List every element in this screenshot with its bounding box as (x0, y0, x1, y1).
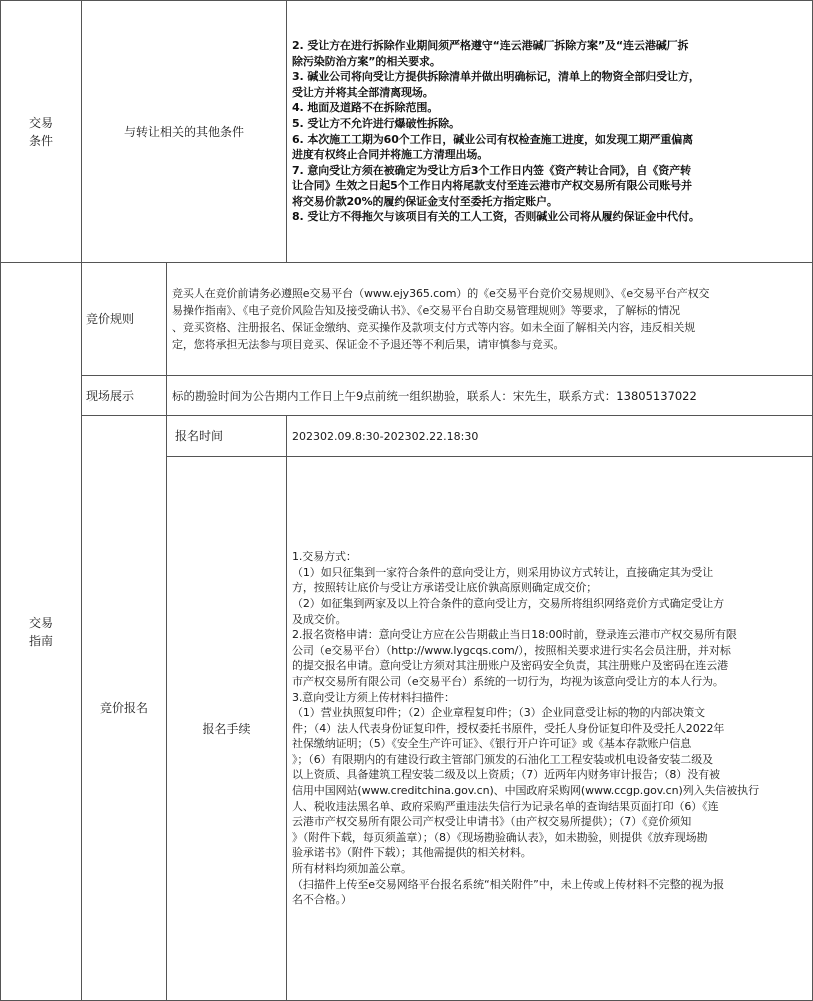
registration-procedure-content (286, 456, 813, 1001)
procedure-line: 方，按照转让底价与受让方承诺受让底价孰高原则确定成交价； (292, 581, 598, 595)
site-display-label (81, 375, 167, 416)
condition-line: 除污染防治方案”的相关要求。 (292, 54, 441, 68)
procedure-line: 人、税收违法黑名单、政府采购严重违法失信行为记录名单的查询结果页面打印（6）《连 (292, 799, 719, 813)
registration-time-content (286, 415, 813, 457)
procedure-line: （1）营业执照复印件；（2）企业章程复印件；（3）企业同意受让标的物的内部决策文 (292, 706, 705, 720)
procedure-line: 》；（6）有限期内的有建设行政主管部门颁发的石油化工工程安装或机电设备安装二级及 (292, 752, 713, 766)
condition-line: 受让方并将其全部清离现场。 (292, 85, 434, 99)
bidding-rules-line: 易操作指南》、《电子竞价风险告知及接受确认书》、《e交易平台自助交易管理规则》等要求，了解标的情况 (172, 304, 680, 317)
procedure-line: 1.交易方式： (292, 550, 357, 564)
procedure-line: 件；（4）法人代表身份证复印件，授权委托书原件，受托人身份证复印件及受托人2022年 (292, 721, 725, 735)
procedure-line: 社保缴纳证明；（5）《安全生产许可证》、《银行开户许可证》或《基本存款账户信息 (292, 737, 692, 751)
procedure-line: （扫描件上传至e交易网络平台报名系统“相关附件”中，未上传或上传材料不完整的视为报 (292, 877, 725, 891)
conditions-section-label (0, 0, 82, 263)
bidding-rules-lines (167, 285, 712, 353)
procedure-line: 市产权交易所有限公司（e交易平台）系统的一切行为，均视为该意向受让方的本人行为。 (292, 674, 724, 688)
conditions-section-label-line-2: 条件 (28, 133, 53, 148)
procedure-line: 所有材料均须加盖公章。 (292, 862, 412, 876)
condition-line: 让合同》生效之日起5个工作日内将尾款支付至连云港市产权交易所有限公司账号并 (292, 179, 692, 193)
procedure-line: （1）如只征集到一家符合条件的意向受让方，则采用协议方式转让，直接确定其为受让 (292, 565, 714, 579)
bid-registration-label (81, 415, 167, 1001)
bidding-rules-content (166, 262, 813, 376)
other-conditions-lines (287, 38, 703, 225)
procedure-line: 公司（e交易平台）（http://www.lygcqs.com/），按照相关要求进行实名会员注册，并对标 (292, 643, 731, 657)
condition-line: 将交易价款20%的履约保证金支付至委托方指定账户。 (292, 194, 558, 208)
procedure-line: 及成交价。 (292, 612, 347, 626)
other-conditions-label-text: 与转让相关的其他条件 (123, 124, 244, 139)
condition-line: 2. 受让方在进行拆除作业期间须严格遵守“连云港碱厂拆除方案”及“连云港碱厂拆 (292, 38, 689, 52)
site-display-content (166, 375, 813, 416)
condition-line: 3. 碱业公司将向受让方提供拆除清单并做出明确标记，清单上的物资全部归受让方， (292, 70, 700, 84)
registration-time-value: 202302.09.8:30-202302.22.18:30 (292, 429, 479, 443)
bidding-rules-line: 定，您将承担无法参与项目竞买、保证金不予退还等不利后果，请审慎参与竞买。 (172, 338, 565, 351)
bidding-rules-label (81, 262, 167, 376)
site-display-label-text: 现场展示 (86, 388, 135, 403)
condition-line: 4. 地面及道路不在拆除范围。 (292, 101, 439, 115)
site-display-text: 标的勘验时间为公告期内工作日上午9点前统一组织勘验，联系人：宋先生，联系方式：13805137022 (172, 388, 697, 403)
condition-line: 6. 本次施工工期为60个工作日，碱业公司有权检查施工进度，如发现工期严重偏离 (292, 132, 694, 146)
registration-procedure-lines (287, 549, 762, 908)
condition-line: 7. 意向受让方须在被确定为受让方后3个工作日内签《资产转让合同》，自《资产转 (292, 163, 691, 177)
registration-time-label-text: 报名时间 (175, 429, 224, 443)
other-conditions-label (81, 0, 287, 263)
registration-procedure-label-text: 报名手续 (202, 721, 251, 736)
conditions-section-label-line-1: 交易 (28, 115, 53, 130)
guide-section-label-line-2: 指南 (28, 633, 53, 648)
bidding-rules-line: 竞买人在竞价前请务必遵照e交易平台（www.ejy365.com）的《e交易平台竞价交易规则》、《e交易平台产权交 (172, 287, 710, 300)
condition-line: 8. 受让方不得拖欠与该项目有关的工人工资，否则碱业公司将从履约保证金中代付。 (292, 210, 700, 224)
bidding-rules-line: 、竞买资格、注册报名、保证金缴纳、竞买操作及款项支付方式等内容。如未全面了解相关内容，违反相关规 (172, 321, 696, 334)
procedure-line: 的提交报名申请。意向受让方须对其注册账户及密码安全负责，其注册账户及密码在连云港 (292, 659, 728, 673)
registration-procedure-label (166, 456, 287, 1001)
procedure-line: （2）如征集到两家及以上符合条件的意向受让方，交易所将组织网络竞价方式确定受让方 (292, 596, 724, 610)
procedure-line: 》（附件下载，每页须盖章）；（8）《现场勘验确认表》，如未勘验，则提供《放弃现场勘 (292, 830, 708, 844)
condition-line: 5. 受让方不允许进行爆破性拆除。 (292, 116, 460, 130)
guide-section-label-line-1: 交易 (28, 615, 53, 630)
procedure-line: 验承诺书》（附件下载）；其他需提供的相关材料。 (292, 846, 532, 860)
procedure-line: 以上资质、具备建筑工程安装二级及以上资质；（7）近两年内财务审计报告；（8）没有被 (292, 768, 720, 782)
other-conditions-content (286, 0, 813, 263)
bid-registration-label-text: 竞价报名 (99, 701, 148, 715)
condition-line: 进度有权终止合同并将施工方清理出场。 (292, 148, 489, 162)
bidding-rules-label-text: 竞价规则 (86, 312, 135, 326)
procedure-line: 2.报名资格申请：意向受让方应在公告期截止当日18:00时前，登录连云港市产权交易所有限 (292, 628, 737, 642)
registration-time-label (166, 415, 287, 457)
procedure-line: 云港市产权交易所有限公司产权受让申请书》（由产权交易所提供）；（7）《竞价须知 (292, 815, 692, 829)
procedure-line: 信用中国网站(www.creditchina.gov.cn)、中国政府采购网(www.ccgp.gov.cn)列入失信被执行 (292, 784, 759, 798)
procedure-line: 名不合格。） (292, 893, 352, 907)
procedure-line: 3.意向受让方须上传材料扫描件： (292, 690, 455, 704)
guide-section-label (0, 262, 82, 1001)
